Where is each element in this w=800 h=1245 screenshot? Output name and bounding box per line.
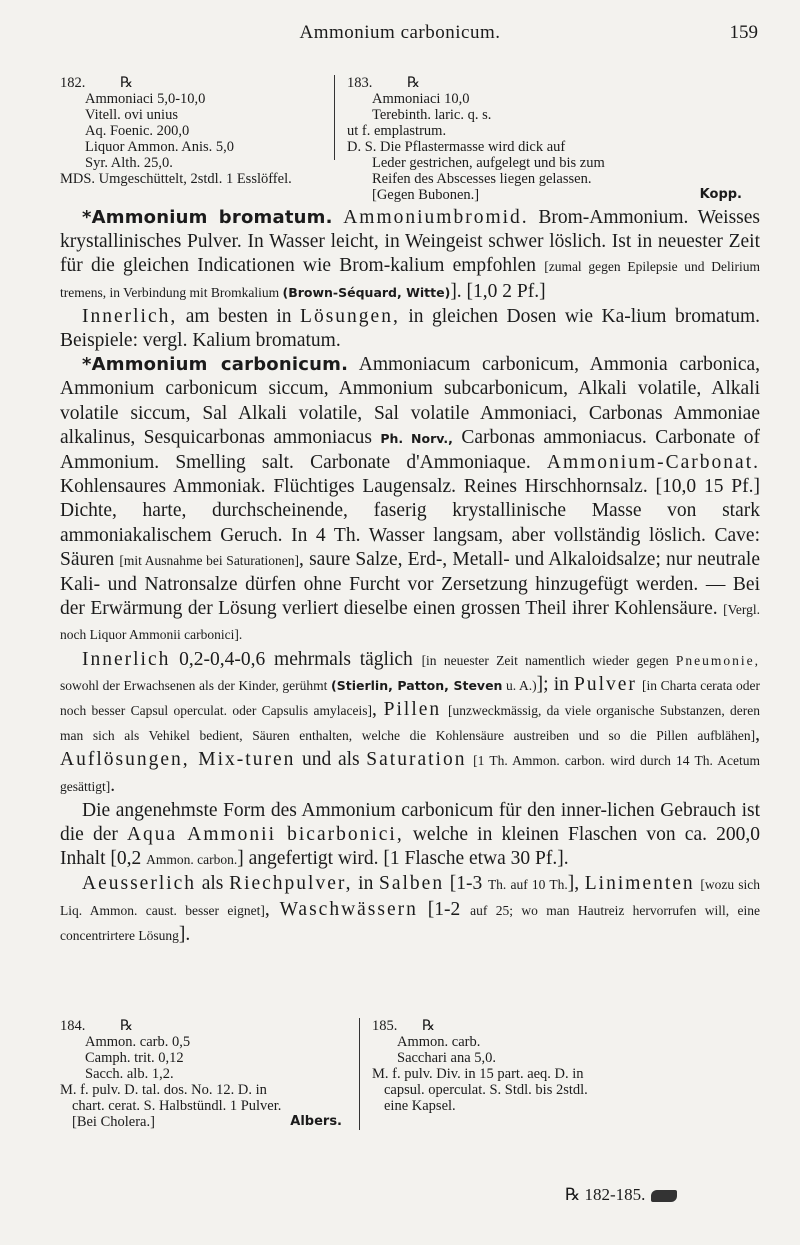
prescription-range: ℞ 182-185. bbox=[565, 1185, 646, 1204]
indication-note: [Bei Cholera.] bbox=[72, 1114, 155, 1130]
recipe-symbol: ℞ bbox=[407, 75, 420, 91]
prescription-number: 185. bbox=[372, 1018, 398, 1034]
prescription-185 bbox=[372, 1018, 732, 1118]
headword: *Ammonium bromatum. bbox=[82, 207, 333, 228]
external-use-paragraph: Aeusserlich als Riechpulver, in Salben [1-3 Th. auf 10 Th.], Linimenten [wozu sich Liq. Ammon. caust. besser eignet], Waschwässern [1-2 auf 25; wo man Hautreiz hervorrufen will, eine concentrirtere Lösung]. bbox=[60, 873, 761, 945]
prescription-number: 182. bbox=[60, 75, 86, 91]
recipe-symbol: ℞ bbox=[422, 1018, 435, 1034]
dosage-paragraph: Innerlich, am besten in Lösungen, in gleichen Dosen wie Ka-lium bromatum. Beispiele: vergl. Kalium bromatum. bbox=[60, 305, 760, 352]
page-footer bbox=[565, 1185, 677, 1205]
ingredient-line: Aq. Foenic. 200,0 bbox=[85, 123, 190, 139]
instruction-line: capsul. operculat. S. Stdl. bis 2stdl. bbox=[384, 1082, 588, 1098]
main-text bbox=[60, 206, 760, 948]
page-number: 159 bbox=[729, 22, 758, 43]
entry-ammonium-bromatum: *Ammonium bromatum. Ammoniumbromid. Brom-Ammonium. Weisses krystallinisches Pulver. In Wasser leicht, in Weingeist schwer löslich. Ist in neuester Zeit für die gleichen Indicationen wie Brom-kalium empfohlen [zumal gegen Epilepsie und Delirium tremens, in Verbindung mit Bromkalium (Brown-Séquard, Witte)]. [1,0 2 Pf.] bbox=[60, 207, 761, 302]
indication-note: [Gegen Bubonen.] bbox=[372, 187, 480, 203]
signature-line: MDS. Umgeschüttelt, 2stdl. 1 Esslöffel. bbox=[60, 171, 292, 187]
author-reference: (Stierlin, Patton, Steven bbox=[331, 677, 503, 693]
instruction-line: D. S. Die Pflastermasse wird dick auf bbox=[347, 139, 566, 155]
recipe-symbol: ℞ bbox=[120, 75, 133, 91]
instruction-line: Reifen des Abscesses liegen gelassen. bbox=[372, 171, 592, 187]
prescription-184 bbox=[60, 1018, 345, 1130]
prescription-183 bbox=[347, 75, 742, 203]
library-stamp-icon bbox=[651, 1190, 677, 1202]
ingredient-line: Terebinth. laric. q. s. bbox=[372, 107, 492, 123]
author-name: Albers. bbox=[290, 1114, 342, 1129]
instruction-line: ut f. emplastrum. bbox=[347, 123, 447, 139]
ingredient-line: Ammon. carb. bbox=[397, 1034, 481, 1050]
ingredient-line: Liquor Ammon. Anis. 5,0 bbox=[85, 139, 235, 155]
instruction-line: eine Kapsel. bbox=[384, 1098, 456, 1114]
ingredient-line: Ammon. carb. 0,5 bbox=[85, 1034, 191, 1050]
ingredient-line: Camph. trit. 0,12 bbox=[85, 1050, 184, 1066]
prescription-number: 183. bbox=[347, 75, 373, 91]
author-reference: (Brown-Séquard, Witte) bbox=[282, 284, 451, 300]
column-divider bbox=[359, 1018, 360, 1130]
ingredient-line: Sacch. alb. 1,2. bbox=[85, 1066, 174, 1082]
instruction-line: M. f. pulv. Div. in 15 part. aeq. D. in bbox=[372, 1066, 584, 1082]
column-divider bbox=[334, 75, 335, 160]
ingredient-line: Sacchari ana 5,0. bbox=[397, 1050, 497, 1066]
instruction-line: chart. cerat. S. Halbstündl. 1 Pulver. bbox=[72, 1098, 282, 1114]
instruction-line: M. f. pulv. D. tal. dos. No. 12. D. in bbox=[60, 1082, 267, 1098]
prescription-182 bbox=[60, 75, 315, 187]
ingredient-line: Syr. Alth. 25,0. bbox=[85, 155, 173, 171]
aqua-paragraph: Die angenehmste Form des Ammonium carbonicum für den inner-lichen Gebrauch ist die der Aqua Ammonii bicarbonici, welche in kleinen Flaschen von ca. 200,0 Inhalt [0,2 Ammon. carbon.] angefertigt wird. [1 Flasche etwa 30 Pf.]. bbox=[60, 799, 760, 870]
headword: *Ammonium carbonicum. bbox=[82, 354, 349, 376]
running-header bbox=[0, 22, 800, 52]
ingredient-line: Ammoniaci 5,0-10,0 bbox=[85, 91, 206, 107]
prescription-number: 184. bbox=[60, 1018, 86, 1034]
running-title: Ammonium carbonicum. bbox=[299, 22, 501, 43]
internal-use-paragraph: Innerlich 0,2-0,4-0,6 mehrmals täglich [in neuester Zeit namentlich wieder gegen Pneumonie, sowohl der Erwachsenen als der Kinder, gerühmt (Stierlin, Patton, Steven u. A.)]; in Pulver [in Charta cerata oder noch besser Capsul operculat. oder Capsulis amylaceis], Pillen [unzweckmässig, da viele organische Substanzen, deren man sich als Vehikel bedient, Säuren enthalten, welche die Kohlensäure austreiben und so die Pillen aufblähen], Auflösungen, Mix-turen und als Saturation [1 Th. Ammon. carbon. wird durch 14 Th. Acetum gesättigt]. bbox=[60, 648, 761, 796]
ingredient-line: Vitell. ovi unius bbox=[85, 107, 178, 123]
instruction-line: Leder gestrichen, aufgelegt und bis zum bbox=[372, 155, 605, 171]
author-name: Kopp. bbox=[699, 187, 742, 202]
entry-ammonium-carbonicum: *Ammonium carbonicum. Ammoniacum carbonicum, Ammonia carbonica, Ammonium carbonicum siccum, Ammonium subcarbonicum, Alkali volatile, Alkali volatile siccum, Sal Alkali volatile, Sal volatile Ammoniaci, Carbonas Ammoniae alkalinus, Sesquicarbonas ammoniacus Ph. Norv., Carbonas ammoniacus. Carbonate of Ammonium. Smelling salt. Carbonate d'Ammoniaque. Ammonium-Carbonat. Kohlensaures Ammoniak. Flüchtiges Laugensalz. Reines Hirschhornsalz. [10,0 15 Pf.] Dichte, harte, durchscheinende, faserig krystallinische Masse von stark ammoniakalischem Geruch. In 4 Th. Wasser langsam, aber vollständig löslich. Cave: Säuren [mit Ausnahme bei Saturationen], saure Salze, Erd-, Metall- und Alkaloidsalze; nur neutrale Kali- und Natronsalze dürfen ohne Furcht vor Zersetzung hinzugefügt werden. — Bei der Erwärmung der Lösung verliert dieselbe einen grossen Theil ihrer Kohlensäure. [Vergl. noch Liquor Ammonii carbonici]. bbox=[60, 354, 761, 643]
ingredient-line: Ammoniaci 10,0 bbox=[372, 91, 470, 107]
recipe-symbol: ℞ bbox=[120, 1018, 133, 1034]
